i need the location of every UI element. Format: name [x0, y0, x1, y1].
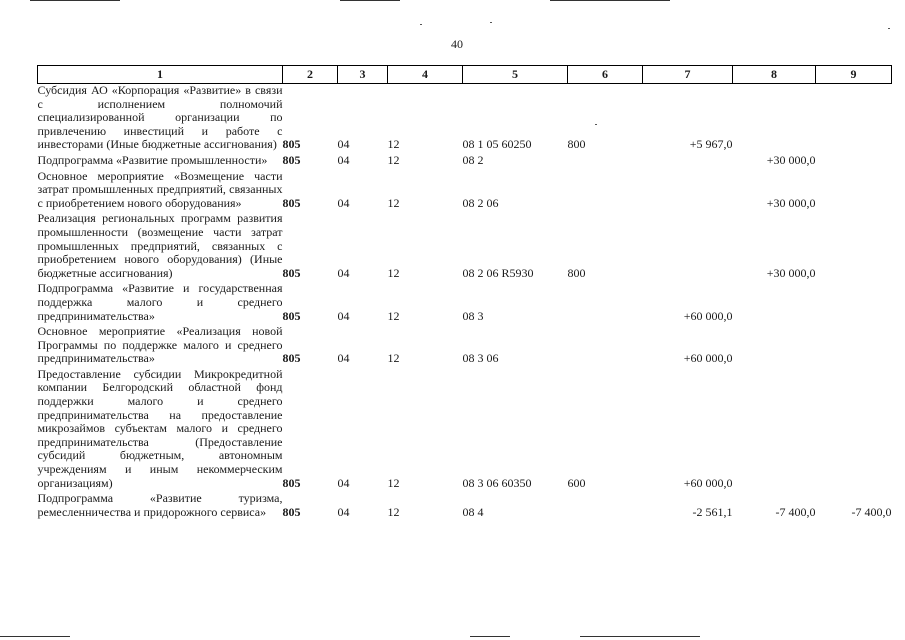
section-code: 04 [337, 504, 350, 519]
target-article-code: 08 2 06 R5930 [462, 265, 534, 280]
bottom-scan-line-mid [470, 636, 510, 637]
expense-type-code [568, 154, 643, 170]
page-number: 40 [451, 37, 463, 51]
header-col-2: 2 [283, 66, 338, 84]
subsection-code: 12 [387, 504, 400, 519]
amount-col-9 [816, 84, 892, 154]
expense-type-code [568, 282, 643, 325]
top-scan-line-left [30, 0, 120, 1]
row-description: Основное мероприятие «Реализация новой Программы по поддержке малого и среднего предпринимательства» [37, 324, 283, 366]
scan-speck [490, 22, 492, 23]
header-col-6: 6 [568, 66, 643, 84]
header-col-4: 4 [388, 66, 463, 84]
amount-col-9 [816, 170, 892, 213]
table-row [38, 325, 892, 368]
section-code: 04 [337, 351, 350, 366]
amount-col-7 [643, 212, 733, 282]
target-article-code: 08 2 [462, 152, 484, 167]
subsection-code: 12 [387, 195, 400, 210]
subsection-code: 12 [387, 137, 400, 152]
row-description: Подпрограмма «Развитие туризма, ремесленничества и придорожного сервиса» [37, 491, 283, 519]
target-article-code: 08 3 06 [462, 351, 499, 366]
table-row [38, 368, 892, 492]
section-code: 04 [337, 308, 350, 323]
row-description: Основное мероприятие «Возмещение части затрат промышленных предприятий, связанных с приобретением нового оборудования» [37, 168, 283, 210]
section-code: 04 [337, 152, 350, 167]
subsection-code: 12 [387, 265, 400, 280]
header-col-5: 5 [463, 66, 568, 84]
header-col-9: 9 [816, 66, 892, 84]
table-row [38, 282, 892, 325]
expense-type-code: 800 [567, 137, 586, 152]
amount-col-8: +30 000,0 [766, 195, 816, 210]
amount-col-7 [643, 170, 733, 213]
section-code: 04 [337, 195, 350, 210]
target-article-code: 08 1 05 60250 [462, 137, 532, 152]
amount-col-9 [816, 282, 892, 325]
section-code: 04 [337, 265, 350, 280]
amount-col-7: +60 000,0 [683, 351, 733, 366]
amount-col-8: +30 000,0 [766, 152, 816, 167]
header-col-7: 7 [643, 66, 733, 84]
subsection-code: 12 [387, 351, 400, 366]
amount-col-7: +60 000,0 [683, 308, 733, 323]
header-row [38, 66, 892, 84]
amount-col-9 [816, 368, 892, 492]
target-article-code: 08 3 06 60350 [462, 475, 532, 490]
ministry-code: 805 [282, 308, 301, 323]
expense-type-code: 600 [567, 475, 586, 490]
subsection-code: 12 [387, 475, 400, 490]
table-row [38, 154, 892, 170]
scan-speck [595, 124, 597, 125]
scan-speck [420, 24, 422, 25]
top-scan-line-right [550, 0, 670, 1]
header-col-8: 8 [733, 66, 816, 84]
amount-col-7: +60 000,0 [683, 475, 733, 490]
ministry-code: 805 [282, 351, 301, 366]
target-article-code: 08 2 06 [462, 195, 499, 210]
bottom-scan-line-right [580, 636, 700, 637]
row-description: Реализация региональных программ развития промышленности (возмещение части затрат промышленных предприятий, связанных с приобретением нового оборудования) (Иные бюджетные ассигнования) [37, 211, 283, 280]
target-article-code: 08 3 [462, 308, 484, 323]
section-code: 04 [337, 475, 350, 490]
ministry-code: 805 [282, 265, 301, 280]
expense-type-code [568, 325, 643, 368]
table-row [38, 492, 892, 521]
scan-speck [888, 28, 890, 29]
amount-col-9: -7 400,0 [851, 504, 892, 519]
table-row [38, 84, 892, 154]
amount-col-8: -7 400,0 [775, 504, 816, 519]
row-description: Субсидия АО «Корпорация «Развитие» в связи с исполнением полномочий специализированной организации по привлечению инвестиций и работе с инвесторами (Иные бюджетные ассигнования) [37, 83, 283, 152]
expense-type-code: 800 [567, 265, 586, 280]
amount-col-9 [816, 154, 892, 170]
amount-col-9 [816, 212, 892, 282]
header-col-1: 1 [38, 66, 283, 84]
amount-col-7 [643, 154, 733, 170]
amount-col-8 [733, 282, 816, 325]
expense-type-code [568, 492, 643, 521]
table-row [38, 170, 892, 213]
amount-col-7: -2 561,1 [692, 504, 733, 519]
amount-col-8 [733, 325, 816, 368]
amount-col-7: +5 967,0 [689, 137, 733, 152]
table-row [38, 212, 892, 282]
ministry-code: 805 [282, 152, 301, 167]
target-article-code: 08 4 [462, 504, 484, 519]
row-description: Подпрограмма «Развитие и государственная поддержка малого и среднего предпринимательства» [37, 281, 283, 323]
amount-col-8 [733, 84, 816, 154]
amount-col-8: +30 000,0 [766, 265, 816, 280]
expense-type-code [568, 170, 643, 213]
subsection-code: 12 [387, 308, 400, 323]
section-code: 04 [337, 137, 350, 152]
ministry-code: 805 [282, 475, 301, 490]
ministry-code: 805 [282, 504, 301, 519]
budget-table [37, 65, 892, 521]
subsection-code: 12 [387, 152, 400, 167]
ministry-code: 805 [282, 195, 301, 210]
header-col-3: 3 [338, 66, 388, 84]
row-description: Предоставление субсидии Микрокредитной компании Белгородский областной фонд поддержки малого и среднего предпринимательства на предоставление микрозаймов субъектам малого и среднего предпринимательства (Предоставление субсидий бюджетным, автономным учреждениям и иным некоммерческим организациям) [37, 366, 283, 490]
ministry-code: 805 [282, 137, 301, 152]
amount-col-8 [733, 368, 816, 492]
bottom-scan-line-left [0, 636, 70, 637]
row-description: Подпрограмма «Развитие промышленности» [37, 152, 268, 167]
top-scan-line-mid [340, 0, 400, 1]
amount-col-9 [816, 325, 892, 368]
